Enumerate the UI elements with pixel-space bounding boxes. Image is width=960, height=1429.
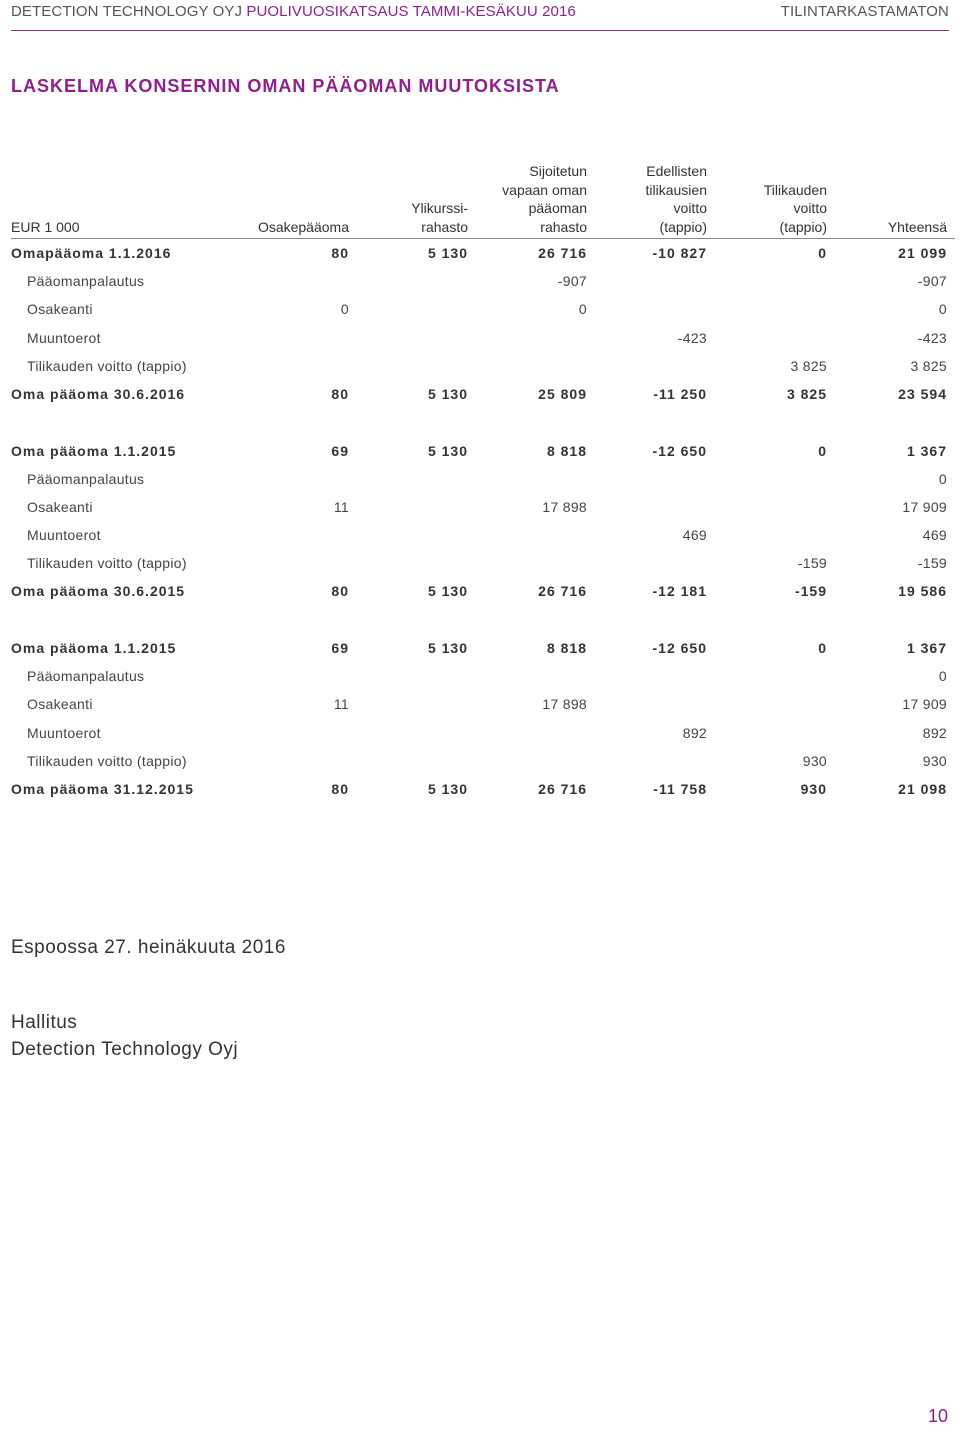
table-row	[11, 465, 955, 493]
header-report-title: PUOLIVUOSIKATSAUS TAMMI-KESÄKUU 2016	[246, 3, 576, 20]
table-row	[11, 662, 955, 690]
cell-retained-earnings: -12 650	[652, 442, 707, 459]
row-label: Osakeanti	[27, 498, 93, 515]
row-label: Pääomanpalautus	[27, 273, 145, 290]
table-row	[11, 380, 955, 408]
cell-total: 21 098	[898, 780, 947, 797]
cell-retained-earnings: -423	[677, 329, 707, 346]
cell-total: 0	[938, 470, 947, 487]
table-row	[11, 690, 955, 718]
table-row	[11, 775, 955, 803]
table-row	[11, 719, 955, 747]
equity-changes-table	[11, 165, 955, 803]
cell-invested-equity: 25 809	[538, 385, 587, 402]
column-header-share-premium: Ylikurssi- rahasto	[411, 200, 468, 235]
cell-total: 17 909	[902, 696, 947, 713]
row-label: Osakeanti	[27, 301, 93, 318]
cell-share-premium: 5 130	[427, 640, 468, 657]
cell-total: 21 099	[898, 245, 947, 261]
signature-company: Detection Technology Oyj	[11, 1039, 239, 1060]
header-divider	[11, 30, 949, 31]
cell-share-capital: 80	[331, 780, 349, 797]
row-label: Muuntoerot	[27, 724, 101, 741]
cell-share-capital: 11	[333, 696, 349, 713]
cell-invested-equity: 0	[578, 301, 587, 318]
header-company: DETECTION TECHNOLOGY OYJ	[11, 3, 243, 20]
cell-period-profit: 0	[818, 640, 827, 657]
cell-share-capital: 0	[340, 301, 349, 318]
cell-period-profit: 3 825	[790, 357, 827, 374]
cell-invested-equity: 26 716	[538, 245, 587, 261]
table-body	[11, 239, 955, 803]
table-row	[11, 324, 955, 352]
cell-total: 23 594	[898, 385, 947, 402]
row-label: Osakeanti	[27, 696, 93, 713]
column-header-invested-equity: Sijoitetun vapaan oman pääoman rahasto	[502, 163, 587, 235]
page-title: LASKELMA KONSERNIN OMAN PÄÄOMAN MUUTOKSISTA	[11, 76, 560, 96]
cell-retained-earnings: 892	[682, 724, 707, 741]
cell-total: 469	[922, 527, 947, 544]
cell-retained-earnings: -12 181	[652, 583, 707, 600]
row-label: Pääomanpalautus	[27, 668, 145, 685]
cell-period-profit: 930	[802, 752, 827, 769]
cell-share-premium: 5 130	[427, 385, 468, 402]
signature-block	[11, 1009, 238, 1063]
column-header-period-profit: Tilikauden voitto (tappio)	[763, 181, 827, 235]
cell-total: 19 586	[898, 583, 947, 600]
row-label: Tilikauden voitto (tappio)	[27, 357, 187, 374]
cell-invested-equity: -907	[557, 273, 587, 290]
place-and-date: Espoossa 27. heinäkuuta 2016	[11, 937, 286, 958]
cell-period-profit: 3 825	[786, 385, 827, 402]
row-label: Oma pääoma 1.1.2015	[11, 640, 177, 657]
cell-total: 17 909	[902, 498, 947, 515]
cell-share-premium: 5 130	[427, 583, 468, 600]
cell-total: 3 825	[910, 357, 947, 374]
table-header	[11, 165, 955, 239]
table-row	[11, 577, 955, 605]
cell-share-premium: 5 130	[427, 780, 468, 797]
page-number: 10	[927, 1406, 948, 1426]
cell-total: -423	[917, 329, 947, 346]
cell-retained-earnings: -12 650	[652, 640, 707, 657]
table-row	[11, 747, 955, 775]
row-label: Muuntoerot	[27, 329, 101, 346]
cell-share-capital: 11	[333, 498, 349, 515]
column-header-total: Yhteensä	[887, 218, 947, 235]
row-label: Muuntoerot	[27, 527, 101, 544]
cell-share-premium: 5 130	[427, 442, 468, 459]
table-row	[11, 549, 955, 577]
cell-retained-earnings: -10 827	[652, 245, 707, 261]
cell-total: 892	[922, 724, 947, 741]
column-header-share-capital: Osakepääoma	[257, 218, 349, 235]
row-label: Tilikauden voitto (tappio)	[27, 555, 187, 572]
row-label: Tilikauden voitto (tappio)	[27, 752, 187, 769]
cell-share-capital: 80	[331, 245, 349, 261]
cell-invested-equity: 26 716	[538, 780, 587, 797]
cell-share-capital: 80	[331, 385, 349, 402]
column-header-unit: EUR 1 000	[11, 218, 80, 235]
header-left	[11, 3, 576, 20]
table-row	[11, 239, 955, 267]
cell-share-capital: 69	[331, 640, 349, 657]
table-row	[11, 267, 955, 295]
cell-total: 1 367	[906, 442, 947, 459]
cell-share-capital: 80	[331, 583, 349, 600]
row-label: Oma pääoma 31.12.2015	[11, 780, 194, 797]
section-spacer	[11, 408, 955, 436]
cell-retained-earnings: 469	[682, 527, 707, 544]
row-label: Omapääoma 1.1.2016	[11, 245, 172, 261]
table-row	[11, 352, 955, 380]
cell-invested-equity: 8 818	[546, 640, 587, 657]
table-row	[11, 521, 955, 549]
cell-period-profit: 930	[800, 780, 827, 797]
cell-period-profit: -159	[797, 555, 827, 572]
section-spacer	[11, 606, 955, 634]
row-label: Pääomanpalautus	[27, 470, 145, 487]
cell-total: 1 367	[906, 640, 947, 657]
cell-total: 0	[938, 301, 947, 318]
table-row	[11, 295, 955, 323]
cell-share-capital: 69	[331, 442, 349, 459]
row-label: Oma pääoma 1.1.2015	[11, 442, 177, 459]
cell-total: -907	[917, 273, 947, 290]
table-row	[11, 493, 955, 521]
cell-total: 0	[938, 668, 947, 685]
cell-period-profit: 0	[818, 442, 827, 459]
cell-invested-equity: 17 898	[542, 498, 587, 515]
header-status: TILINTARKASTAMATON	[780, 3, 949, 20]
cell-invested-equity: 26 716	[538, 583, 587, 600]
cell-period-profit: 0	[818, 245, 827, 261]
board-label: Hallitus	[11, 1012, 78, 1033]
row-label: Oma pääoma 30.6.2016	[11, 385, 186, 402]
table-row	[11, 634, 955, 662]
table-row	[11, 437, 955, 465]
cell-invested-equity: 17 898	[542, 696, 587, 713]
cell-total: -159	[917, 555, 947, 572]
page-header	[11, 3, 949, 21]
cell-invested-equity: 8 818	[546, 442, 587, 459]
cell-retained-earnings: -11 250	[653, 385, 707, 402]
cell-total: 930	[922, 752, 947, 769]
cell-share-premium: 5 130	[427, 245, 468, 261]
cell-retained-earnings: -11 758	[653, 780, 707, 797]
cell-period-profit: -159	[794, 583, 827, 600]
row-label: Oma pääoma 30.6.2015	[11, 583, 186, 600]
column-header-retained-earnings: Edellisten tilikausien voitto (tappio)	[645, 163, 707, 235]
